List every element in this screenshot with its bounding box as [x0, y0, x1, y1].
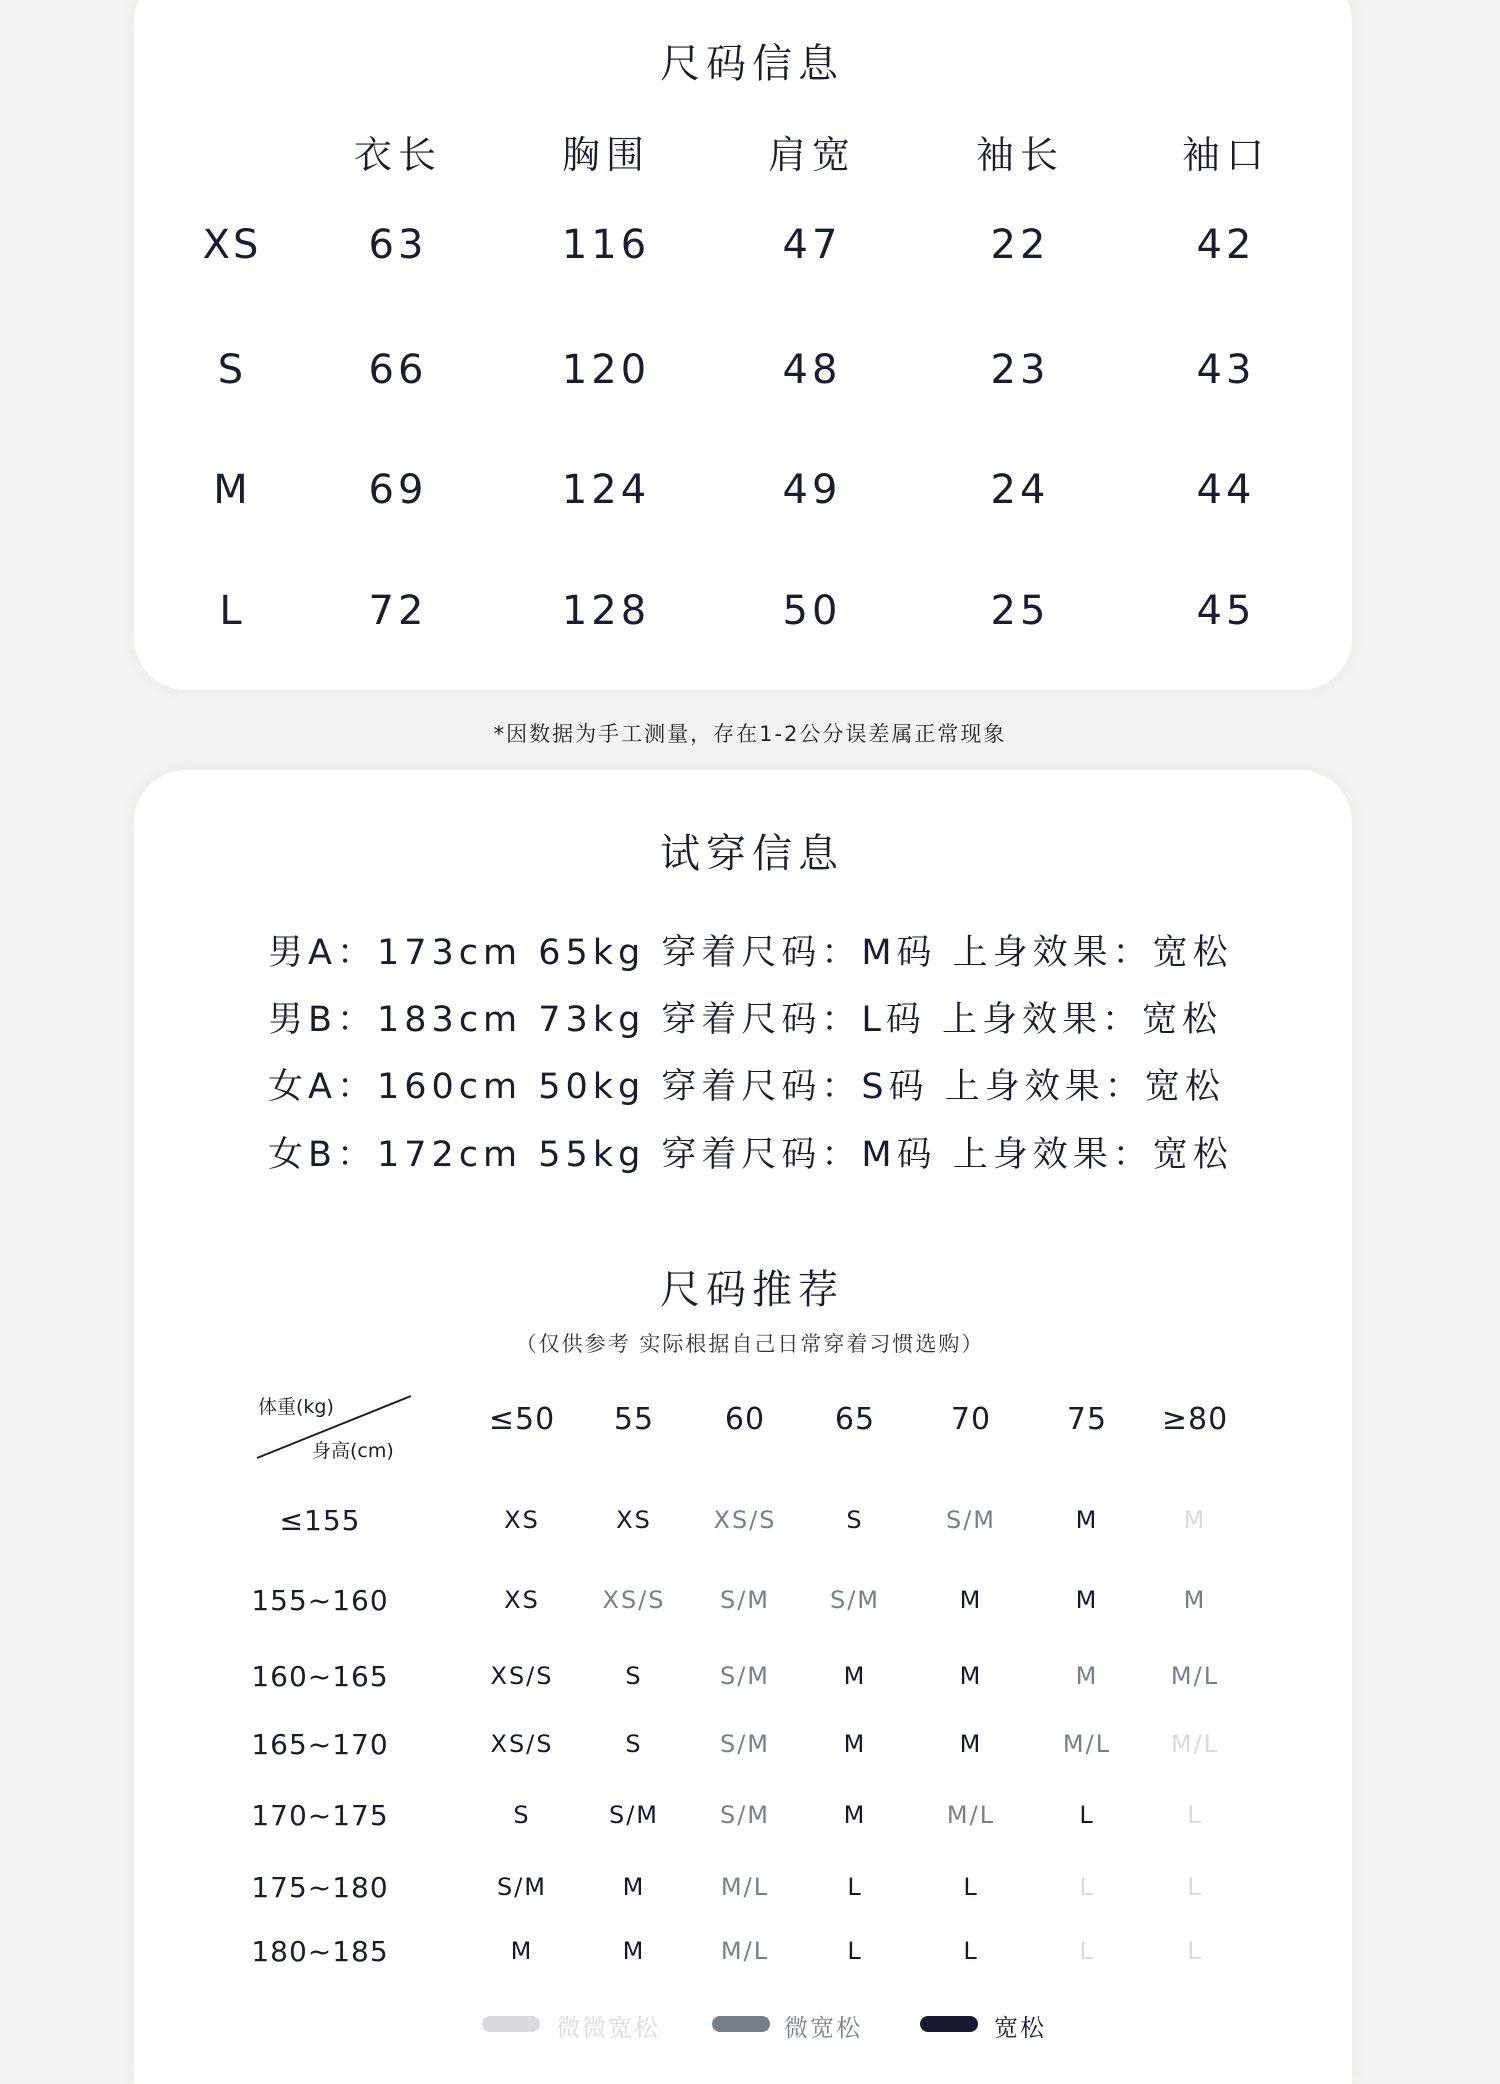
size-table-cell: 66: [368, 347, 428, 393]
recommend-cell: S/M: [608, 1801, 660, 1829]
size-table-cell: 43: [1196, 347, 1256, 393]
legend-swatch: [712, 2016, 770, 2032]
recommend-cell: M: [959, 1662, 983, 1690]
weight-header: 60: [724, 1402, 766, 1437]
recommend-cell: M: [1183, 1586, 1207, 1614]
recommend-cell: L: [963, 1873, 979, 1901]
fit-line: 女B：172cm 55kg 穿着尺码：M码 上身效果：宽松: [268, 1135, 1233, 1175]
recommend-cell: M/L: [1062, 1730, 1112, 1758]
recommend-cell: XS: [504, 1586, 540, 1614]
recommend-cell: M: [1075, 1586, 1099, 1614]
height-label: 155~160: [251, 1584, 389, 1617]
height-label: 175~180: [251, 1871, 389, 1904]
recommend-cell: M: [622, 1873, 646, 1901]
size-table-cell: 25: [990, 588, 1050, 634]
recommend-cell: M/L: [1170, 1730, 1220, 1758]
fit-line: 女A：160cm 50kg 穿着尺码：S码 上身效果：宽松: [268, 1067, 1225, 1107]
legend-label: 微微宽松: [556, 2014, 660, 2042]
recommend-cell: L: [1187, 1873, 1203, 1901]
size-info-title: 尺码信息: [660, 41, 844, 87]
recommend-cell: S/M: [945, 1506, 997, 1534]
size-info-card: [134, 0, 1352, 690]
weight-header: 75: [1066, 1402, 1108, 1437]
recommend-cell: XS: [504, 1506, 540, 1534]
size-table-cell: 47: [782, 222, 842, 268]
weight-header: 70: [950, 1402, 992, 1437]
recommend-cell: S/M: [496, 1873, 548, 1901]
recommend-cell: XS/S: [490, 1662, 554, 1690]
recommend-cell: S: [625, 1730, 643, 1758]
height-label: 160~165: [251, 1660, 389, 1693]
size-table-cell: 22: [990, 222, 1050, 268]
size-table-cell: 45: [1196, 588, 1256, 634]
recommend-subtitle: （仅供参考 实际根据自己日常穿着习惯选购）: [515, 1332, 985, 1356]
fit-line: 男A：173cm 65kg 穿着尺码：M码 上身效果：宽松: [268, 933, 1233, 973]
height-label: ≤155: [279, 1504, 361, 1537]
size-table-cell: 42: [1196, 222, 1256, 268]
size-table-header: 袖口: [1181, 133, 1271, 177]
size-table-header: 衣长: [353, 133, 443, 177]
recommend-cell: M: [959, 1586, 983, 1614]
recommend-cell: M: [1183, 1506, 1207, 1534]
size-table-header: 肩宽: [767, 133, 857, 177]
recommend-cell: M: [843, 1662, 867, 1690]
recommend-cell: M: [1075, 1506, 1099, 1534]
recommend-cell: L: [1079, 1873, 1095, 1901]
size-table-header: 胸围: [561, 133, 651, 177]
size-table-cell: 23: [990, 347, 1050, 393]
size-label: S: [217, 347, 247, 393]
legend-label: 宽松: [994, 2014, 1046, 2042]
size-table-cell: 63: [368, 222, 428, 268]
recommend-cell: S/M: [719, 1586, 771, 1614]
recommend-cell: S/M: [719, 1662, 771, 1690]
recommend-cell: XS/S: [490, 1730, 554, 1758]
recommend-cell: XS/S: [602, 1586, 666, 1614]
height-label: 170~175: [251, 1799, 389, 1832]
legend-swatch: [920, 2016, 978, 2032]
recommend-title: 尺码推荐: [660, 1267, 844, 1313]
recommend-cell: M: [622, 1937, 646, 1965]
size-table-cell: 48: [782, 347, 842, 393]
recommend-cell: M: [959, 1730, 983, 1758]
recommend-cell: S/M: [829, 1586, 881, 1614]
size-table-cell: 69: [368, 467, 428, 513]
size-table-header: 袖长: [975, 133, 1065, 177]
legend-label: 微宽松: [784, 2014, 862, 2042]
recommend-cell: M: [843, 1801, 867, 1829]
recommend-cell: S: [625, 1662, 643, 1690]
measurement-note: *因数据为手工测量，存在1-2公分误差属正常现象: [493, 722, 1007, 746]
size-table-cell: 49: [782, 467, 842, 513]
recommend-cell: M/L: [720, 1937, 770, 1965]
recommend-cell: M/L: [720, 1873, 770, 1901]
recommend-cell: M: [510, 1937, 534, 1965]
size-label: M: [213, 467, 251, 513]
weight-header: ≥80: [1161, 1402, 1229, 1437]
size-table-cell: 116: [561, 222, 651, 268]
weight-axis-label: 体重(kg): [258, 1396, 334, 1418]
size-table-cell: 128: [561, 588, 651, 634]
recommend-cell: L: [1079, 1801, 1095, 1829]
recommend-cell: M/L: [1170, 1662, 1220, 1690]
recommend-cell: M: [843, 1730, 867, 1758]
size-table-cell: 72: [368, 588, 428, 634]
recommend-cell: L: [847, 1873, 863, 1901]
height-axis-label: 身高(cm): [312, 1440, 394, 1462]
weight-header: 65: [834, 1402, 876, 1437]
recommend-cell: L: [1187, 1801, 1203, 1829]
legend-swatch: [482, 2016, 540, 2032]
size-table-cell: 24: [990, 467, 1050, 513]
size-table-cell: 120: [561, 347, 651, 393]
recommend-cell: M/L: [946, 1801, 996, 1829]
fit-line: 男B：183cm 73kg 穿着尺码：L码 上身效果：宽松: [268, 1000, 1223, 1040]
weight-header: 55: [613, 1402, 655, 1437]
recommend-cell: L: [847, 1937, 863, 1965]
recommend-cell: S/M: [719, 1730, 771, 1758]
recommend-cell: XS/S: [713, 1506, 777, 1534]
size-table-cell: 50: [782, 588, 842, 634]
recommend-cell: XS: [616, 1506, 652, 1534]
height-label: 165~170: [251, 1728, 389, 1761]
size-table-cell: 124: [561, 467, 651, 513]
recommend-cell: S: [513, 1801, 531, 1829]
height-label: 180~185: [251, 1935, 389, 1968]
size-table-cell: 44: [1196, 467, 1256, 513]
recommend-cell: M: [1075, 1662, 1099, 1690]
recommend-cell: L: [1187, 1937, 1203, 1965]
size-label: XS: [202, 222, 262, 268]
weight-header: ≤50: [488, 1402, 556, 1437]
recommend-cell: S/M: [719, 1801, 771, 1829]
recommend-cell: L: [963, 1937, 979, 1965]
recommend-cell: S: [846, 1506, 864, 1534]
size-label: L: [219, 588, 245, 634]
recommend-cell: L: [1079, 1937, 1095, 1965]
fit-info-title: 试穿信息: [660, 831, 844, 877]
